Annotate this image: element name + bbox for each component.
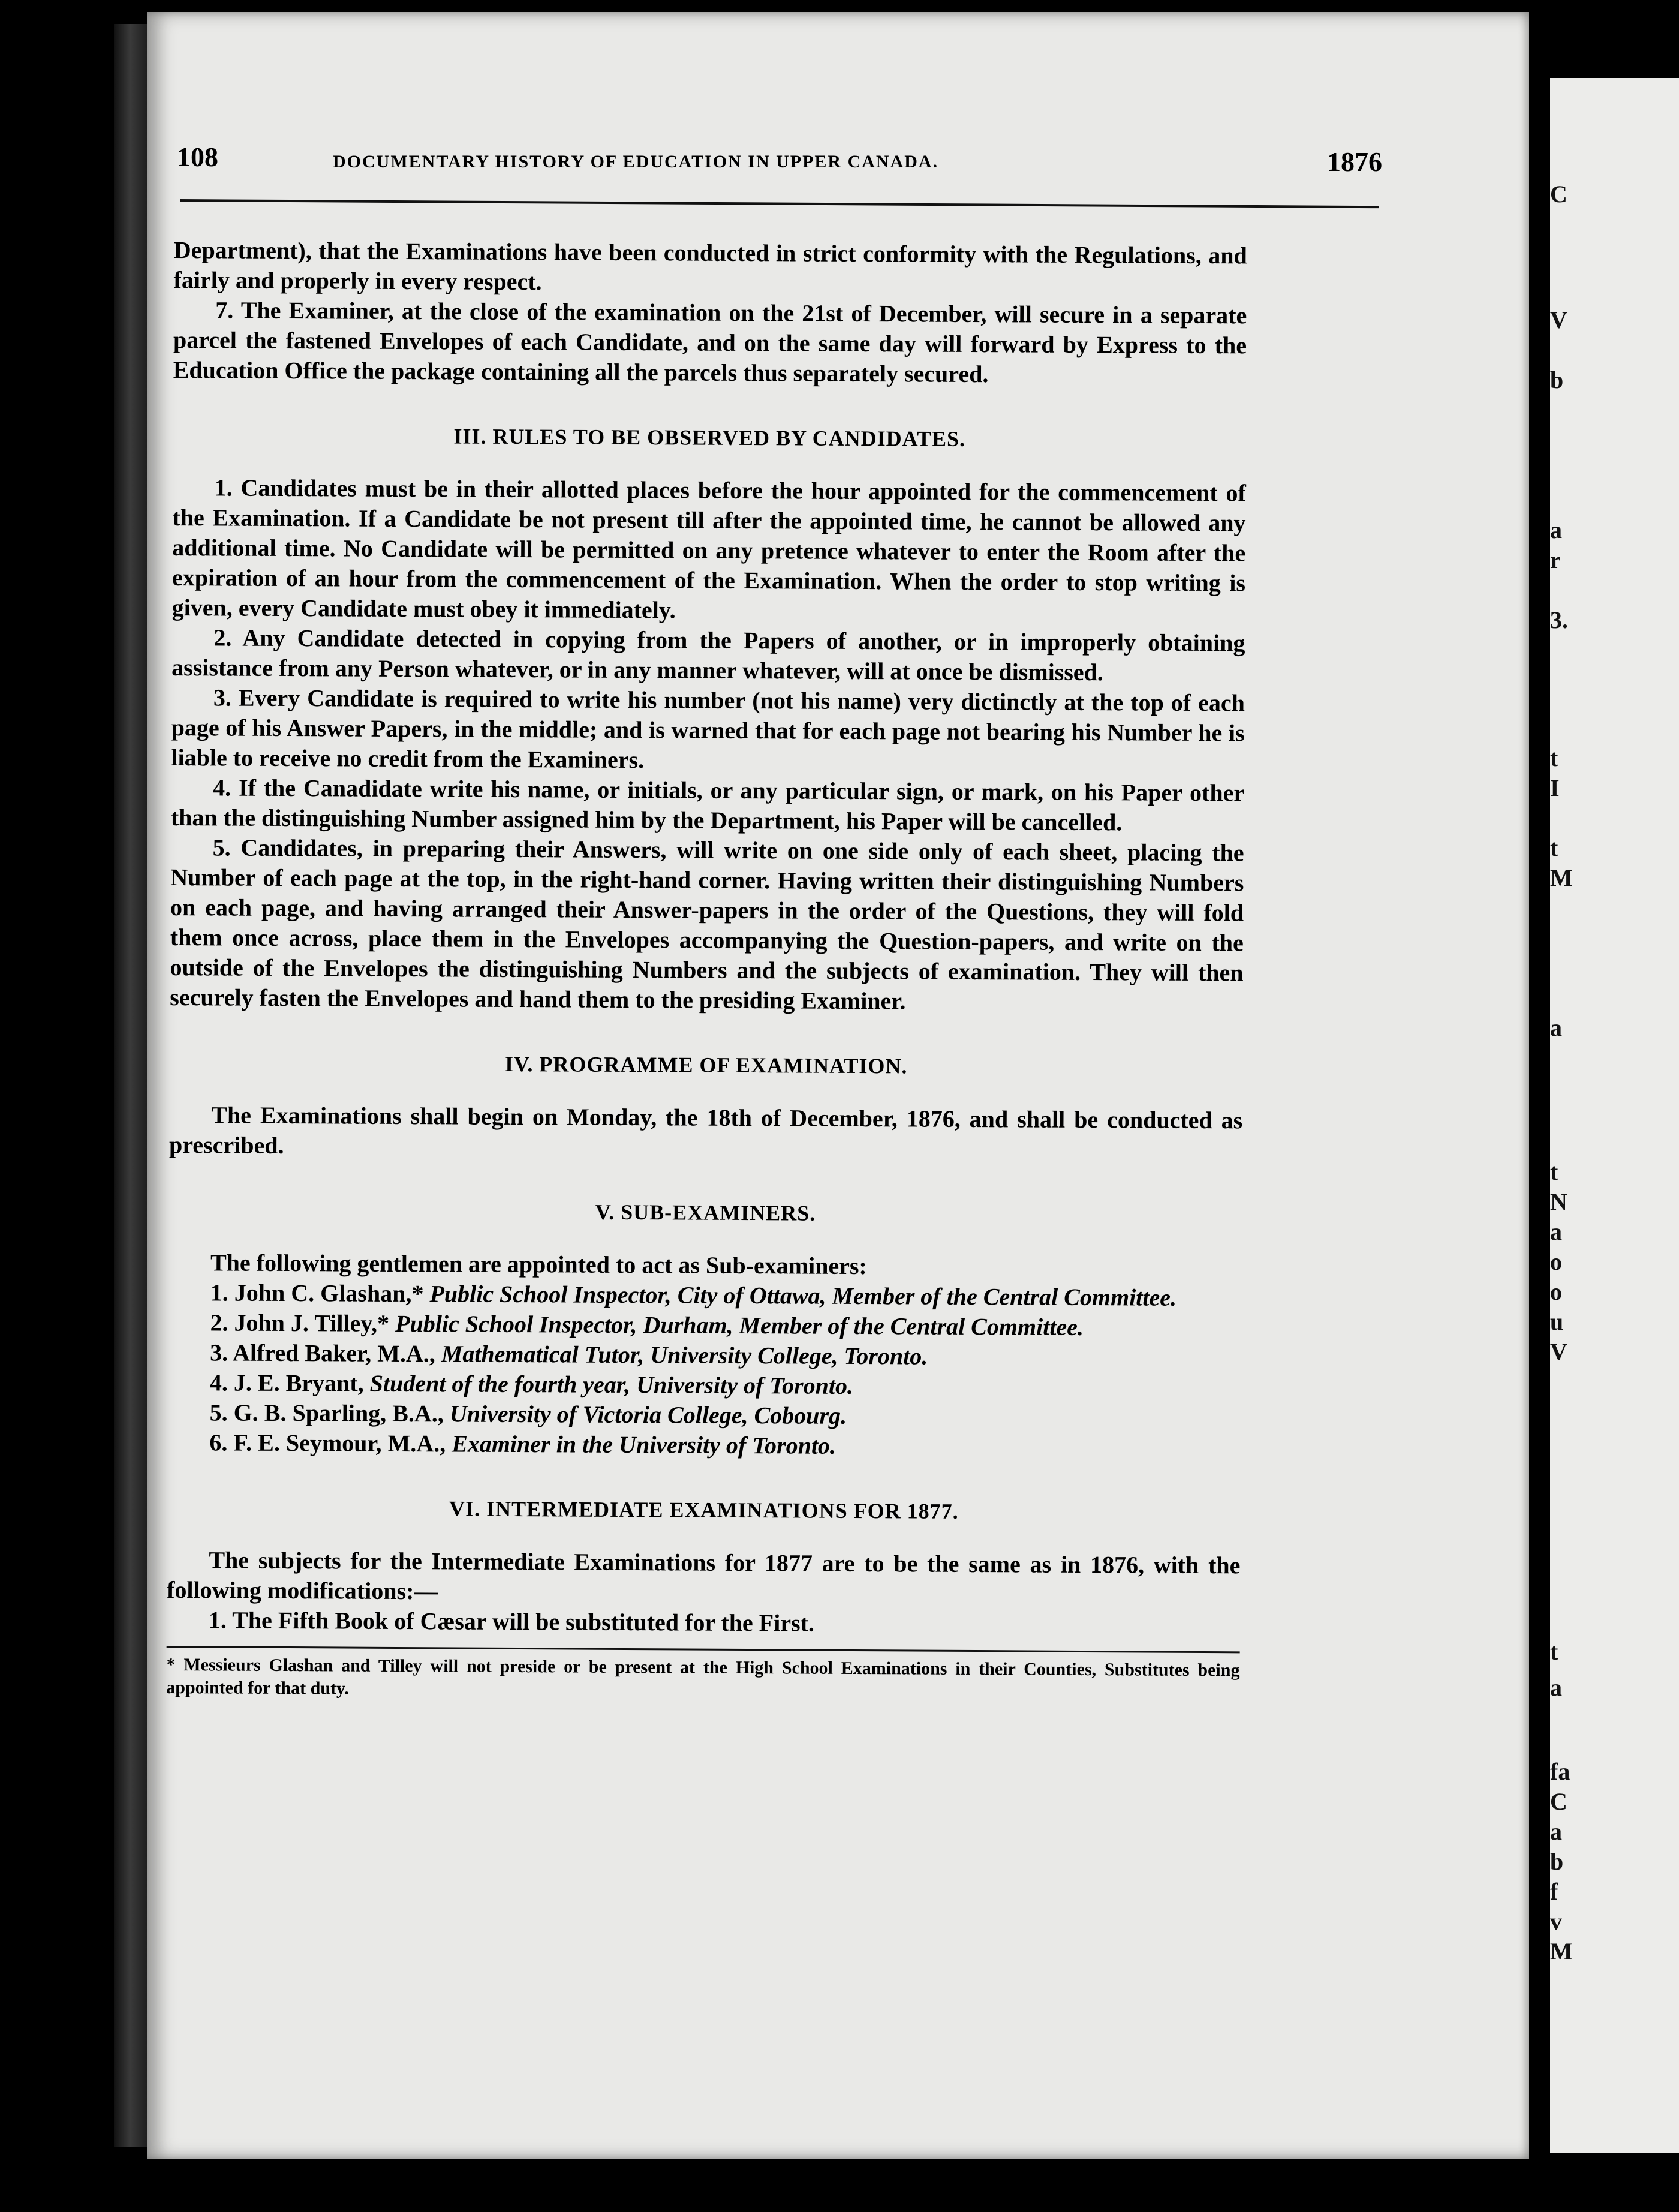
adjacent-fragment: M <box>1550 1938 1573 1965</box>
running-title: DOCUMENTARY HISTORY OF EDUCATION IN UPPER CANADA. <box>333 152 939 172</box>
rule-item: 5. Candidates, in preparing their Answers, will write on one side only of each sheet, placing the Number of each page at the top, in the right-hand corner. Having written their distinguishing Numbers on each page, and having arranged their Answer-papers in the order of the Questions, they will fold them once across, place them in the Envelopes accompanying the Question-papers, and write on the outside of the Envelopes the distinguishing Numbers and the subjects of examination. They will then securely fasten the Envelopes and hand them to the presiding Examiner. <box>170 834 1244 1015</box>
page-number: 108 <box>177 142 218 172</box>
sub-examiner-role: Public School Inspector, Durham, Member of the Central Committee. <box>395 1309 1084 1341</box>
adjacent-fragment: r <box>1550 546 1561 573</box>
adjacent-fragment: M <box>1550 864 1573 891</box>
adjacent-fragment: b <box>1550 366 1564 393</box>
section-heading-intermediate: VI. INTERMEDIATE EXAMINATIONS FOR 1877. <box>449 1496 959 1523</box>
programme-paragraph: The Examinations shall begin on Monday, the 18th of December, 1876, and shall be conducted as prescribed. <box>168 1101 1243 1159</box>
sub-examiner-name: 1. John C. Glashan,* <box>210 1279 424 1308</box>
adjacent-fragment: t <box>1550 1158 1558 1185</box>
adjacent-fragment: o <box>1550 1248 1562 1275</box>
rule-7: 7. The Examiner, at the close of the examination on the 21st of December, will secure in a separate parcel the fastened Envelopes of each Candidate, and on the same day will forward by Express to the Education Office the package containing all the parcels thus separately secured. <box>173 296 1247 388</box>
adjacent-fragment: t <box>1550 1638 1558 1665</box>
adjacent-fragment: N <box>1550 1188 1567 1215</box>
adjacent-fragment: a <box>1550 1674 1562 1701</box>
section-heading-sub-examiners: V. SUB-EXAMINERS. <box>595 1200 816 1225</box>
sub-examiner-name: 6. F. E. Seymour, M.A., <box>209 1429 446 1457</box>
adjacent-fragment: f <box>1550 1878 1558 1905</box>
rule-item: 4. If the Canadidate write his name, or initials, or any particular sign, or mark, on his Paper other than the distinguishing Number assigned him by the Department, his Paper will be cancelled. <box>170 774 1245 836</box>
sub-examiner-name: 2. John J. Tilley,* <box>210 1309 390 1337</box>
rule-item: 1. Candidates must be in their allotted places before the hour appointed for the commencement of the Examination. If a Candidate be not present till after the appointed time, he cannot be allowed any additional time. No Candidate will be permitted on any pretence whatever to enter the Room after the expiration of an hour from the commencement of the Examination. When the order to stop writing is given, every Candidate must obey it immediately. <box>171 474 1246 624</box>
adjacent-fragment: 3. <box>1550 606 1568 633</box>
sub-examiner-entry <box>167 1427 1241 1463</box>
rule-item: 3. Every Candidate is required to write his number (not his name) very dictinctly at the top of each page of his Answer Papers, in the middle; and is warned that for each page not bearing his Number he is liable to receive no credit from the Examiners. <box>171 684 1245 774</box>
adjacent-fragment: V <box>1550 1338 1567 1365</box>
sub-examiner-role: Public School Inspector, City of Ottawa, Member of the Central Committee. <box>429 1280 1177 1311</box>
book-binding <box>114 24 150 2147</box>
adjacent-fragment: a <box>1550 516 1562 543</box>
sub-examiner-name: 5. G. B. Sparling, B.A., <box>209 1399 444 1427</box>
running-header <box>177 129 1382 183</box>
adjacent-fragment: V <box>1550 306 1567 333</box>
rule-item: 2. Any Candidate detected in copying from the Papers of another, or in improperly obtaining assistance from any Person whatever, or in any manner whatever, will at once be dismissed. <box>171 624 1245 686</box>
adjacent-fragment: o <box>1550 1278 1562 1305</box>
footnote-rule <box>167 1646 1240 1653</box>
adjacent-page-edge <box>1550 78 1679 2153</box>
continuation-paragraph: Department), that the Examinations have been conducted in strict conformity with the Regulations, and fairly and properly in every respect. <box>173 236 1247 296</box>
adjacent-fragment: t <box>1550 744 1558 771</box>
adjacent-fragment: I <box>1550 774 1560 801</box>
sub-examiners-intro: The following gentlemen are appointed to act as Sub-examiners: <box>210 1249 867 1280</box>
adjacent-fragment: t <box>1550 834 1558 861</box>
adjacent-fragment: a <box>1550 1818 1562 1845</box>
adjacent-fragment: a <box>1550 1218 1562 1245</box>
sub-examiner-role: Mathematical Tutor, University College, Toronto. <box>441 1340 928 1370</box>
adjacent-fragment: v <box>1550 1908 1562 1935</box>
adjacent-fragment: C <box>1550 1788 1567 1815</box>
sub-examiner-role: University of Victoria College, Cobourg. <box>449 1400 847 1429</box>
sub-examiner-role: Student of the fourth year, University of Toronto. <box>369 1369 854 1399</box>
page-body <box>166 235 1247 1705</box>
adjacent-fragment: a <box>1550 1014 1562 1041</box>
adjacent-fragment: fa <box>1550 1758 1570 1785</box>
footnote: * Messieurs Glashan and Tilley will not preside or be present at the High School Examinations in their Counties, Substitutes being appointed for that duty. <box>166 1654 1240 1699</box>
sub-examiner-name: 4. J. E. Bryant, <box>209 1369 364 1397</box>
section-heading-programme: IV. PROGRAMME OF EXAMINATION. <box>504 1051 908 1078</box>
adjacent-fragment: C <box>1550 181 1567 208</box>
adjacent-fragment: u <box>1550 1308 1564 1335</box>
sub-examiner-name: 3. Alfred Baker, M.A., <box>210 1339 435 1368</box>
section-heading-rules: III. RULES TO BE OBSERVED BY CANDIDATES. <box>453 424 966 451</box>
intermediate-paragraph: The subjects for the Intermediate Examinations for 1877 are to be the same as in 1876, with the following modifications:— <box>167 1546 1241 1605</box>
sub-examiner-role: Examiner in the University of Toronto. <box>452 1430 837 1459</box>
intermediate-item: 1. The Fifth Book of Cæsar will be substituted for the First. <box>208 1606 815 1637</box>
adjacent-fragment: b <box>1550 1848 1564 1875</box>
running-year: 1876 <box>1327 146 1382 177</box>
